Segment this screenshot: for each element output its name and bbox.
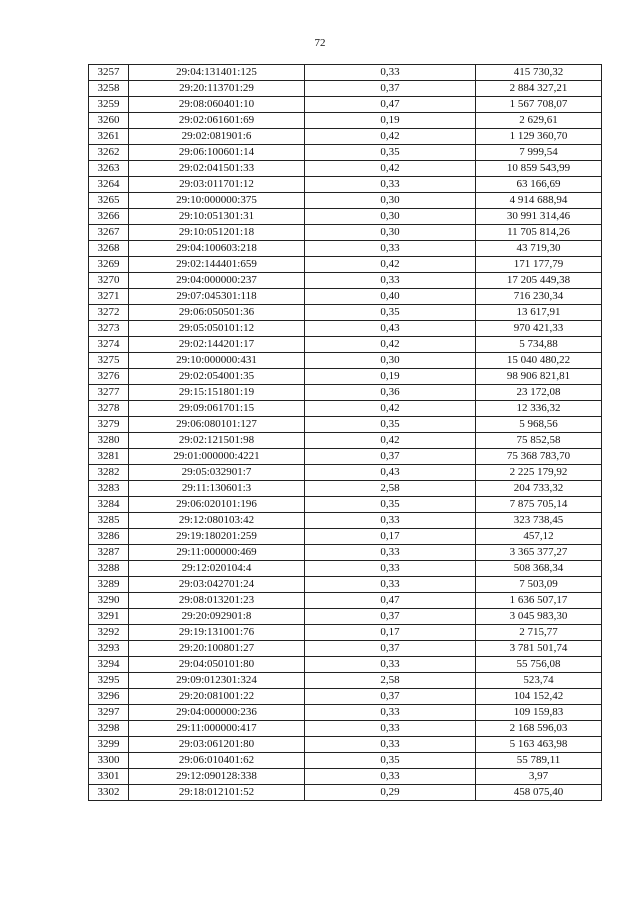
value-cell: 3 365 377,27 [476, 545, 602, 561]
value-cell: 3 045 983,30 [476, 609, 602, 625]
value-cell: 104 152,42 [476, 689, 602, 705]
coefficient-cell: 0,33 [305, 721, 476, 737]
cadastral-number-cell: 29:09:061701:15 [129, 401, 305, 417]
value-cell: 2 884 327,21 [476, 81, 602, 97]
coefficient-cell: 0,33 [305, 273, 476, 289]
page-number: 72 [314, 37, 326, 49]
value-cell: 508 368,34 [476, 561, 602, 577]
cadastral-number-cell: 29:06:020101:196 [129, 497, 305, 513]
coefficient-cell: 0,42 [305, 257, 476, 273]
coefficient-cell: 0,37 [305, 689, 476, 705]
row-number-cell: 3291 [89, 609, 129, 625]
cadastral-value-table [88, 64, 602, 801]
cadastral-number-cell: 29:09:012301:324 [129, 673, 305, 689]
table-row [89, 161, 602, 177]
cadastral-number-cell: 29:02:061601:69 [129, 113, 305, 129]
row-number-cell: 3265 [89, 193, 129, 209]
coefficient-cell: 0,35 [305, 145, 476, 161]
coefficient-cell: 2,58 [305, 481, 476, 497]
cadastral-number-cell: 29:10:051301:31 [129, 209, 305, 225]
coefficient-cell: 0,33 [305, 577, 476, 593]
row-number-cell: 3264 [89, 177, 129, 193]
table-row [89, 305, 602, 321]
cadastral-number-cell: 29:02:041501:33 [129, 161, 305, 177]
value-cell: 7 875 705,14 [476, 497, 602, 513]
coefficient-cell: 0,19 [305, 113, 476, 129]
coefficient-cell: 0,30 [305, 225, 476, 241]
table-row [89, 97, 602, 113]
cadastral-number-cell: 29:12:090128:338 [129, 769, 305, 785]
cadastral-number-cell: 29:12:080103:42 [129, 513, 305, 529]
coefficient-cell: 0,43 [305, 321, 476, 337]
coefficient-cell: 0,40 [305, 289, 476, 305]
value-cell: 3,97 [476, 769, 602, 785]
table-row [89, 369, 602, 385]
value-cell: 10 859 543,99 [476, 161, 602, 177]
table-row [89, 529, 602, 545]
row-number-cell: 3288 [89, 561, 129, 577]
value-cell: 2 629,61 [476, 113, 602, 129]
table-row [89, 513, 602, 529]
row-number-cell: 3260 [89, 113, 129, 129]
table-row [89, 785, 602, 801]
value-cell: 75 852,58 [476, 433, 602, 449]
value-cell: 1 636 507,17 [476, 593, 602, 609]
value-cell: 109 159,83 [476, 705, 602, 721]
row-number-cell: 3281 [89, 449, 129, 465]
table-row [89, 257, 602, 273]
value-cell: 4 914 688,94 [476, 193, 602, 209]
value-cell: 5 968,56 [476, 417, 602, 433]
value-cell: 1 129 360,70 [476, 129, 602, 145]
coefficient-cell: 0,37 [305, 609, 476, 625]
cadastral-number-cell: 29:20:081001:22 [129, 689, 305, 705]
value-cell: 458 075,40 [476, 785, 602, 801]
value-cell: 17 205 449,38 [476, 273, 602, 289]
table-row [89, 129, 602, 145]
row-number-cell: 3261 [89, 129, 129, 145]
coefficient-cell: 0,17 [305, 625, 476, 641]
value-cell: 75 368 783,70 [476, 449, 602, 465]
table-row [89, 609, 602, 625]
value-cell: 43 719,30 [476, 241, 602, 257]
table-row [89, 753, 602, 769]
coefficient-cell: 0,33 [305, 241, 476, 257]
coefficient-cell: 0,42 [305, 161, 476, 177]
row-number-cell: 3290 [89, 593, 129, 609]
coefficient-cell: 0,33 [305, 769, 476, 785]
value-cell: 23 172,08 [476, 385, 602, 401]
row-number-cell: 3297 [89, 705, 129, 721]
row-number-cell: 3285 [89, 513, 129, 529]
value-cell: 970 421,33 [476, 321, 602, 337]
coefficient-cell: 0,42 [305, 337, 476, 353]
row-number-cell: 3267 [89, 225, 129, 241]
row-number-cell: 3273 [89, 321, 129, 337]
table-row [89, 289, 602, 305]
row-number-cell: 3259 [89, 97, 129, 113]
cadastral-number-cell: 29:05:032901:7 [129, 465, 305, 481]
value-cell: 415 730,32 [476, 65, 602, 81]
row-number-cell: 3262 [89, 145, 129, 161]
row-number-cell: 3289 [89, 577, 129, 593]
coefficient-cell: 0,33 [305, 545, 476, 561]
cadastral-number-cell: 29:02:121501:98 [129, 433, 305, 449]
coefficient-cell: 0,42 [305, 401, 476, 417]
cadastral-number-cell: 29:20:113701:29 [129, 81, 305, 97]
table-row [89, 113, 602, 129]
cadastral-number-cell: 29:03:011701:12 [129, 177, 305, 193]
table-row [89, 193, 602, 209]
cadastral-number-cell: 29:02:081901:6 [129, 129, 305, 145]
table-row [89, 273, 602, 289]
value-cell: 523,74 [476, 673, 602, 689]
value-cell: 11 705 814,26 [476, 225, 602, 241]
cadastral-number-cell: 29:06:050501:36 [129, 305, 305, 321]
cadastral-number-cell: 29:03:061201:80 [129, 737, 305, 753]
coefficient-cell: 0,35 [305, 305, 476, 321]
value-cell: 5 734,88 [476, 337, 602, 353]
cadastral-number-cell: 29:02:054001:35 [129, 369, 305, 385]
row-number-cell: 3263 [89, 161, 129, 177]
cadastral-number-cell: 29:05:050101:12 [129, 321, 305, 337]
coefficient-cell: 0,29 [305, 785, 476, 801]
value-cell: 716 230,34 [476, 289, 602, 305]
cadastral-number-cell: 29:11:130601:3 [129, 481, 305, 497]
value-cell: 55 756,08 [476, 657, 602, 673]
coefficient-cell: 0,47 [305, 97, 476, 113]
value-cell: 5 163 463,98 [476, 737, 602, 753]
coefficient-cell: 0,30 [305, 193, 476, 209]
coefficient-cell: 0,17 [305, 529, 476, 545]
row-number-cell: 3266 [89, 209, 129, 225]
cadastral-number-cell: 29:12:020104:4 [129, 561, 305, 577]
coefficient-cell: 0,33 [305, 65, 476, 81]
coefficient-cell: 0,42 [305, 433, 476, 449]
coefficient-cell: 0,33 [305, 561, 476, 577]
value-cell: 13 617,91 [476, 305, 602, 321]
value-cell: 2 715,77 [476, 625, 602, 641]
row-number-cell: 3258 [89, 81, 129, 97]
coefficient-cell: 0,33 [305, 737, 476, 753]
table-row [89, 385, 602, 401]
table-row [89, 497, 602, 513]
table-row [89, 81, 602, 97]
cadastral-number-cell: 29:15:151801:19 [129, 385, 305, 401]
row-number-cell: 3293 [89, 641, 129, 657]
value-cell: 55 789,11 [476, 753, 602, 769]
coefficient-cell: 0,33 [305, 657, 476, 673]
cadastral-number-cell: 29:08:013201:23 [129, 593, 305, 609]
coefficient-cell: 0,37 [305, 641, 476, 657]
table-row [89, 209, 602, 225]
row-number-cell: 3274 [89, 337, 129, 353]
cadastral-number-cell: 29:10:000000:431 [129, 353, 305, 369]
coefficient-cell: 0,35 [305, 753, 476, 769]
table-row [89, 177, 602, 193]
cadastral-number-cell: 29:02:144201:17 [129, 337, 305, 353]
coefficient-cell: 0,47 [305, 593, 476, 609]
cadastral-number-cell: 29:04:131401:125 [129, 65, 305, 81]
row-number-cell: 3283 [89, 481, 129, 497]
table-row [89, 225, 602, 241]
cadastral-number-cell: 29:06:080101:127 [129, 417, 305, 433]
value-cell: 7 999,54 [476, 145, 602, 161]
value-cell: 98 906 821,81 [476, 369, 602, 385]
table-row [89, 657, 602, 673]
value-cell: 204 733,32 [476, 481, 602, 497]
row-number-cell: 3280 [89, 433, 129, 449]
table-row [89, 353, 602, 369]
table-row [89, 625, 602, 641]
table-row [89, 241, 602, 257]
cadastral-number-cell: 29:11:000000:417 [129, 721, 305, 737]
coefficient-cell: 0,42 [305, 129, 476, 145]
cadastral-number-cell: 29:03:042701:24 [129, 577, 305, 593]
table-body [89, 65, 602, 801]
cadastral-number-cell: 29:06:010401:62 [129, 753, 305, 769]
table-row [89, 737, 602, 753]
table-row [89, 689, 602, 705]
table-row [89, 465, 602, 481]
row-number-cell: 3300 [89, 753, 129, 769]
table-row [89, 577, 602, 593]
table-row [89, 145, 602, 161]
cadastral-number-cell: 29:02:144401:659 [129, 257, 305, 273]
coefficient-cell: 0,30 [305, 209, 476, 225]
row-number-cell: 3295 [89, 673, 129, 689]
table-row [89, 673, 602, 689]
row-number-cell: 3287 [89, 545, 129, 561]
coefficient-cell: 0,35 [305, 497, 476, 513]
table-row [89, 417, 602, 433]
value-cell: 7 503,09 [476, 577, 602, 593]
cadastral-number-cell: 29:19:180201:259 [129, 529, 305, 545]
value-cell: 171 177,79 [476, 257, 602, 273]
cadastral-number-cell: 29:10:051201:18 [129, 225, 305, 241]
table-row [89, 449, 602, 465]
value-cell: 3 781 501,74 [476, 641, 602, 657]
cadastral-number-cell: 29:01:000000:4221 [129, 449, 305, 465]
row-number-cell: 3279 [89, 417, 129, 433]
row-number-cell: 3296 [89, 689, 129, 705]
coefficient-cell: 0,37 [305, 449, 476, 465]
row-number-cell: 3302 [89, 785, 129, 801]
table-row [89, 65, 602, 81]
row-number-cell: 3277 [89, 385, 129, 401]
cadastral-number-cell: 29:11:000000:469 [129, 545, 305, 561]
coefficient-cell: 0,33 [305, 513, 476, 529]
table-row [89, 321, 602, 337]
row-number-cell: 3275 [89, 353, 129, 369]
cadastral-number-cell: 29:18:012101:52 [129, 785, 305, 801]
row-number-cell: 3278 [89, 401, 129, 417]
table-row [89, 481, 602, 497]
value-cell: 15 040 480,22 [476, 353, 602, 369]
value-cell: 1 567 708,07 [476, 97, 602, 113]
row-number-cell: 3299 [89, 737, 129, 753]
row-number-cell: 3269 [89, 257, 129, 273]
cadastral-number-cell: 29:04:000000:236 [129, 705, 305, 721]
coefficient-cell: 0,37 [305, 81, 476, 97]
cadastral-number-cell: 29:20:092901:8 [129, 609, 305, 625]
coefficient-cell: 0,36 [305, 385, 476, 401]
row-number-cell: 3301 [89, 769, 129, 785]
table-row [89, 433, 602, 449]
coefficient-cell: 0,33 [305, 177, 476, 193]
cadastral-number-cell: 29:08:060401:10 [129, 97, 305, 113]
value-cell: 457,12 [476, 529, 602, 545]
table-row [89, 769, 602, 785]
value-cell: 63 166,69 [476, 177, 602, 193]
row-number-cell: 3294 [89, 657, 129, 673]
cadastral-number-cell: 29:19:131001:76 [129, 625, 305, 641]
coefficient-cell: 0,43 [305, 465, 476, 481]
cadastral-number-cell: 29:06:100601:14 [129, 145, 305, 161]
coefficient-cell: 0,19 [305, 369, 476, 385]
row-number-cell: 3271 [89, 289, 129, 305]
row-number-cell: 3292 [89, 625, 129, 641]
coefficient-cell: 0,30 [305, 353, 476, 369]
table-row [89, 401, 602, 417]
value-cell: 323 738,45 [476, 513, 602, 529]
value-cell: 2 225 179,92 [476, 465, 602, 481]
cadastral-number-cell: 29:20:100801:27 [129, 641, 305, 657]
row-number-cell: 3270 [89, 273, 129, 289]
row-number-cell: 3298 [89, 721, 129, 737]
coefficient-cell: 2,58 [305, 673, 476, 689]
cadastral-number-cell: 29:04:000000:237 [129, 273, 305, 289]
row-number-cell: 3272 [89, 305, 129, 321]
table-row [89, 337, 602, 353]
value-cell: 30 991 314,46 [476, 209, 602, 225]
cadastral-number-cell: 29:04:100603:218 [129, 241, 305, 257]
value-cell: 2 168 596,03 [476, 721, 602, 737]
table-row [89, 545, 602, 561]
row-number-cell: 3276 [89, 369, 129, 385]
table-row [89, 561, 602, 577]
table-row [89, 705, 602, 721]
value-cell: 12 336,32 [476, 401, 602, 417]
coefficient-cell: 0,33 [305, 705, 476, 721]
row-number-cell: 3286 [89, 529, 129, 545]
coefficient-cell: 0,35 [305, 417, 476, 433]
cadastral-number-cell: 29:07:045301:118 [129, 289, 305, 305]
row-number-cell: 3268 [89, 241, 129, 257]
row-number-cell: 3282 [89, 465, 129, 481]
row-number-cell: 3284 [89, 497, 129, 513]
table-row [89, 593, 602, 609]
cadastral-number-cell: 29:10:000000:375 [129, 193, 305, 209]
table-row [89, 721, 602, 737]
row-number-cell: 3257 [89, 65, 129, 81]
cadastral-number-cell: 29:04:050101:80 [129, 657, 305, 673]
table-row [89, 641, 602, 657]
